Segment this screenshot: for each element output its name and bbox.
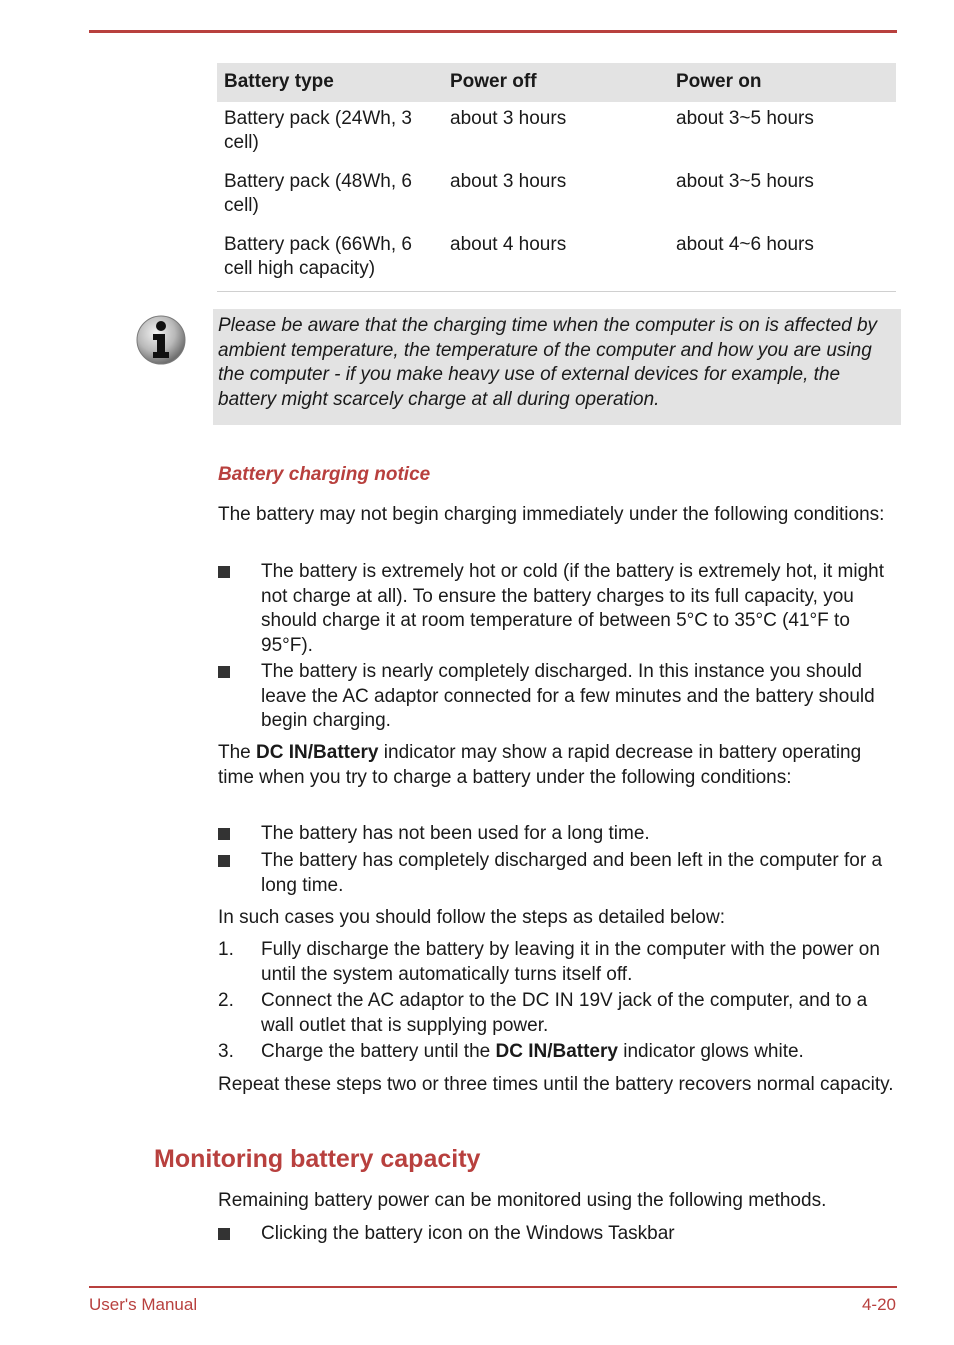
section-title: Monitoring battery capacity [154,1145,481,1173]
footer-rule [89,1286,897,1288]
note-box [213,309,901,425]
list-item [218,660,898,734]
list-item [218,560,898,658]
text-run: Charge the battery until the [261,1041,496,1062]
text-run: indicator glows white. [617,1041,804,1062]
note-text: Please be aware that the charging time when the computer is on is affected by ambient temperature, the temperature of the computer and how you are using the computer - if you make heavy use of external devices for example, the battery might scarcely charge at all during operation. [218,315,878,410]
step-item [218,938,898,987]
indicator-name: DC IN/Battery [256,742,379,763]
text-run: Fully discharge the battery by leaving it in the computer with the power on until the system automatically turns itself off. [261,939,880,985]
monitoring-intro: Remaining battery power can be monitored using the following methods. [218,1190,827,1211]
list-item [218,1222,898,1247]
bullet-square-icon [218,828,230,840]
table-header-row [217,63,896,102]
step-number: 2. [218,990,234,1011]
step-number: 1. [218,939,234,960]
table-cell: about 4~6 hours [669,228,896,292]
step-text [261,989,898,1038]
table-row [217,165,896,228]
text-run: indicator may show a rapid decrease in battery operating time when you try to charge a battery under the following conditions: [218,742,862,788]
text-run: The [218,742,257,763]
step-text [261,938,898,987]
list-item [218,849,898,898]
list-item-text: The battery has completely discharged and been left in the computer for a long time. [261,850,883,896]
footer-manual-title: User's Manual [89,1295,198,1314]
table-row [217,228,896,292]
bullet-square-icon [218,1228,230,1240]
info-icon [134,313,188,367]
table-cell: Battery pack (24Wh, 3 cell) [224,107,412,153]
header-rule [89,30,897,33]
repeat-paragraph: Repeat these steps two or three times until the battery recovers normal capacity. [218,1074,894,1095]
column-header: Power off [443,63,669,102]
bullet-square-icon [218,666,230,678]
list-item [218,822,898,847]
charging-notice-heading: Battery charging notice [218,464,431,485]
column-header: Battery type [217,63,443,102]
column-header: Power on [669,63,896,102]
table-cell: about 3 hours [450,107,567,129]
table-row [217,102,896,165]
text-run: Connect the AC adaptor to the DC IN 19V jack of the computer, and to a wall outlet that is supplying power. [261,990,868,1036]
table-cell: about 4 hours [443,228,669,292]
table-cell: Battery pack (48Wh, 6 cell) [224,170,412,216]
step-text [261,1040,898,1065]
table-cell: about 3~5 hours [676,170,814,192]
table-cell: Battery pack (66Wh, 6 cell high capacity) [217,228,443,292]
list-item-text: The battery is nearly completely discharged. In this instance you should leave the AC adaptor connected for a few minutes and the battery should begin charging. [261,661,875,731]
table-cell: about 3 hours [450,170,567,192]
step-number: 3. [218,1041,234,1062]
indicator-name: DC IN/Battery [495,1041,618,1062]
bullet-square-icon [218,566,230,578]
step-item [218,989,898,1038]
list-item-text: The battery has not been used for a long time. [261,823,650,844]
list-item-text: The battery is extremely hot or cold (if the battery is extremely hot, it might not charge at all). To ensure the battery charges to its full capacity, you should charge it at room temperature of between 5°C to 35°C (41°F to 95°F). [261,561,885,656]
table-cell: about 3~5 hours [676,107,814,129]
steps-intro: In such cases you should follow the steps as detailed below: [218,907,725,928]
page-number: 4-20 [861,1295,896,1314]
charging-notice-intro: The battery may not begin charging immediately under the following conditions: [218,504,885,525]
indicator-paragraph [218,741,898,790]
list-item-text: Clicking the battery icon on the Windows Taskbar [261,1223,675,1244]
step-item [218,1040,898,1065]
bullet-square-icon [218,855,230,867]
battery-charging-time-table [217,63,896,292]
